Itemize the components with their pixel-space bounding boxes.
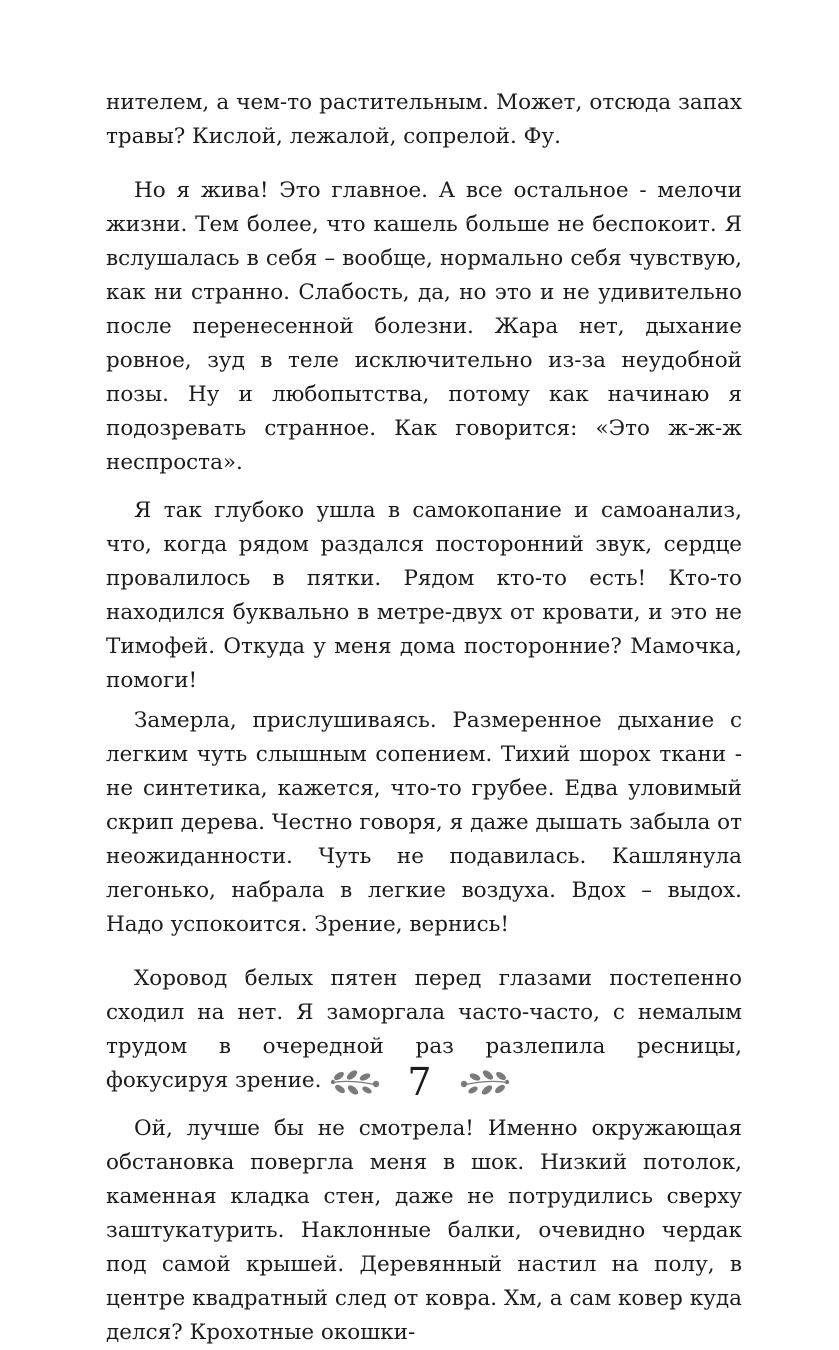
- paragraph-6: Ой, лучше бы не смотрела! Именно окружающая обстановка повергла меня в шок. Низкий потолок, каменная кладка стен, даже не потрудились сверху заштукатурить. Наклонные балки, очевидно чердак под самой крышей. Деревянный настил на полу, в центре квадратный след от ковра. Хм, а сам ковер куда делся? Крохотные окошки-: [106, 1116, 742, 1345]
- paragraph-5: Хоровод белых пятен перед глазами постепенно сходил на нет. Я заморгала часто-часто, с немалым трудом в очередной раз разлепила ресницы, фокусируя зрение.: [106, 966, 742, 1093]
- paragraph-4: Замерла, прислушиваясь. Размеренное дыхание с легким чуть слышным сопением. Тихий шорох ткани - не синтетика, кажется, что-то грубее. Едва уловимый скрип дерева. Честно говоря, я даже дышать забыла от неожиданности. Чуть не подавилась. Кашлянула легонько, набрала в легкие воздуха. Вдох – выдох. Надо успокоится. Зрение, вернись!: [106, 708, 742, 937]
- page-footer: [0, 1052, 839, 1112]
- floral-sprig-icon: [457, 1065, 513, 1099]
- paragraph-3: Я так глубоко ушла в самокопание и самоанализ, что, когда рядом раздался посторонний звук, сердце провалилось в пятки. Рядом кто-то есть! Кто-то находился буквально в метре-двух от кровати, и это не Тимофей. Откуда у меня дома посторонние? Мамочка, помоги!: [106, 498, 742, 693]
- paragraph-1: нителем, а чем-то растительным. Может, отсюда запах травы? Кислой, лежалой, сопрелой. Фу.: [106, 90, 742, 149]
- page-body-text: [106, 86, 742, 1350]
- page-number: 7: [407, 1060, 432, 1104]
- paragraph-2: Но я жива! Это главное. А все остальное - мелочи жизни. Тем более, что кашель больше не беспокоит. Я вслушалась в себя – вообще, нормально себя чувствую, как ни странно. Слабость, да, но это и не удивительно после перенесенной болезни. Жара нет, дыхание ровное, зуд в теле исключительно из-за неудобной позы. Ну и любопытства, потому как начинаю я подозревать странное. Как говорится: «Это ж-ж-ж неспроста».: [106, 178, 742, 475]
- floral-sprig-icon: [327, 1065, 383, 1099]
